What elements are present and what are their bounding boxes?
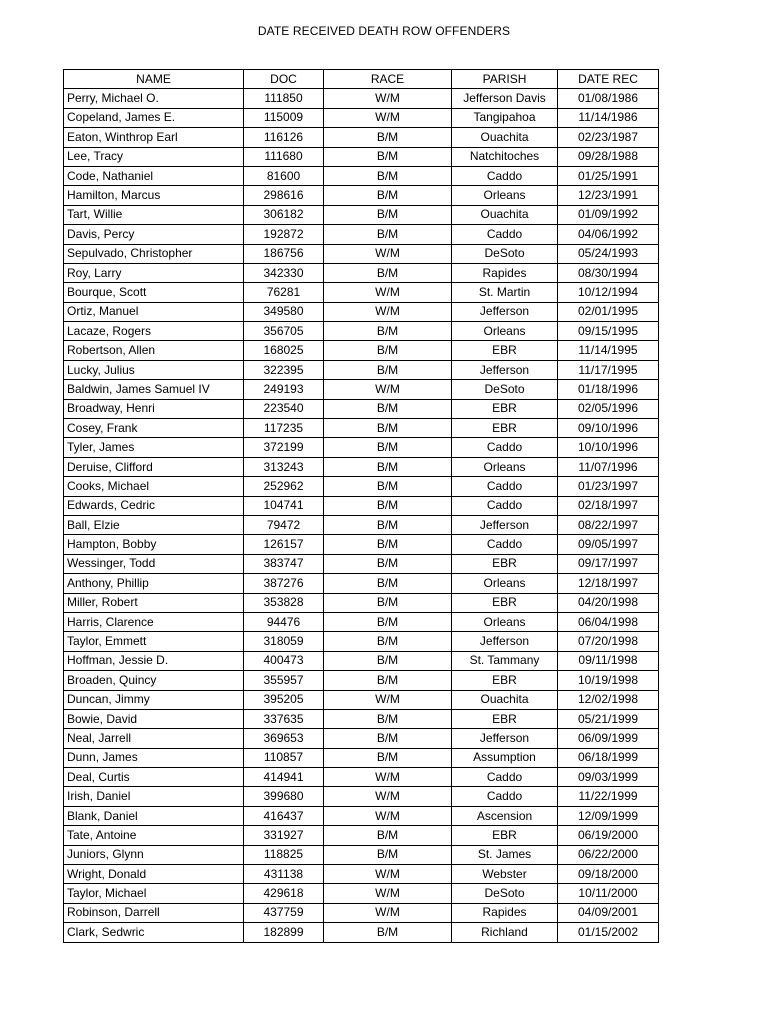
cell-doc: 353828 xyxy=(244,593,324,612)
cell-name: Edwards, Cedric xyxy=(64,496,244,515)
cell-doc: 355957 xyxy=(244,671,324,690)
cell-date-rec: 09/11/1998 xyxy=(558,651,659,670)
cell-doc: 110857 xyxy=(244,748,324,767)
cell-doc: 223540 xyxy=(244,399,324,418)
cell-doc: 76281 xyxy=(244,283,324,302)
cell-date-rec: 06/22/2000 xyxy=(558,845,659,864)
cell-date-rec: 10/19/1998 xyxy=(558,671,659,690)
cell-doc: 249193 xyxy=(244,380,324,399)
cell-doc: 387276 xyxy=(244,574,324,593)
cell-name: Cosey, Frank xyxy=(64,419,244,438)
cell-date-rec: 09/28/1988 xyxy=(558,147,659,166)
cell-race: B/M xyxy=(324,923,452,942)
cell-date-rec: 10/11/2000 xyxy=(558,884,659,903)
cell-date-rec: 12/09/1999 xyxy=(558,806,659,825)
cell-doc: 342330 xyxy=(244,263,324,282)
cell-doc: 186756 xyxy=(244,244,324,263)
cell-name: Neal, Jarrell xyxy=(64,729,244,748)
cell-name: Davis, Percy xyxy=(64,225,244,244)
cell-date-rec: 12/18/1997 xyxy=(558,574,659,593)
cell-parish: Caddo xyxy=(452,768,558,787)
cell-race: B/M xyxy=(324,457,452,476)
cell-doc: 331927 xyxy=(244,826,324,845)
cell-name: Robertson, Allen xyxy=(64,341,244,360)
cell-race: B/M xyxy=(324,496,452,515)
table-row xyxy=(64,845,659,864)
cell-date-rec: 04/06/1992 xyxy=(558,225,659,244)
cell-date-rec: 12/23/1991 xyxy=(558,186,659,205)
table-row xyxy=(64,457,659,476)
cell-date-rec: 08/30/1994 xyxy=(558,263,659,282)
cell-doc: 399680 xyxy=(244,787,324,806)
cell-parish: EBR xyxy=(452,554,558,573)
cell-parish: EBR xyxy=(452,826,558,845)
cell-name: Hampton, Bobby xyxy=(64,535,244,554)
cell-date-rec: 01/09/1992 xyxy=(558,205,659,224)
cell-name: Hamilton, Marcus xyxy=(64,186,244,205)
cell-name: Deruise, Clifford xyxy=(64,457,244,476)
cell-date-rec: 11/17/1995 xyxy=(558,360,659,379)
cell-name: Juniors, Glynn xyxy=(64,845,244,864)
cell-doc: 400473 xyxy=(244,651,324,670)
table-row xyxy=(64,690,659,709)
table-row xyxy=(64,593,659,612)
cell-race: B/M xyxy=(324,826,452,845)
table-row xyxy=(64,787,659,806)
table-body xyxy=(64,89,659,942)
table-row xyxy=(64,826,659,845)
cell-name: Ball, Elzie xyxy=(64,515,244,534)
cell-date-rec: 09/17/1997 xyxy=(558,554,659,573)
cell-doc: 395205 xyxy=(244,690,324,709)
cell-doc: 79472 xyxy=(244,515,324,534)
table-row xyxy=(64,477,659,496)
cell-name: Tyler, James xyxy=(64,438,244,457)
cell-race: B/M xyxy=(324,651,452,670)
cell-name: Ortiz, Manuel xyxy=(64,302,244,321)
cell-doc: 104741 xyxy=(244,496,324,515)
cell-name: Tate, Antoine xyxy=(64,826,244,845)
cell-race: B/M xyxy=(324,612,452,631)
table-row xyxy=(64,438,659,457)
cell-parish: St. James xyxy=(452,845,558,864)
table-row xyxy=(64,399,659,418)
cell-parish: DeSoto xyxy=(452,244,558,263)
cell-race: B/M xyxy=(324,419,452,438)
cell-name: Robinson, Darrell xyxy=(64,903,244,922)
table-row xyxy=(64,865,659,884)
cell-race: W/M xyxy=(324,787,452,806)
table-row xyxy=(64,360,659,379)
column-header-parish: PARISH xyxy=(452,70,558,89)
cell-parish: Orleans xyxy=(452,322,558,341)
cell-doc: 81600 xyxy=(244,166,324,185)
cell-name: Harris, Clarence xyxy=(64,612,244,631)
cell-parish: Tangipahoa xyxy=(452,108,558,127)
cell-race: B/M xyxy=(324,574,452,593)
cell-race: B/M xyxy=(324,535,452,554)
cell-parish: Ouachita xyxy=(452,205,558,224)
cell-parish: EBR xyxy=(452,419,558,438)
cell-race: B/M xyxy=(324,729,452,748)
cell-parish: Caddo xyxy=(452,787,558,806)
cell-parish: Jefferson Davis xyxy=(452,89,558,108)
cell-name: Dunn, James xyxy=(64,748,244,767)
table-row xyxy=(64,632,659,651)
cell-doc: 356705 xyxy=(244,322,324,341)
cell-date-rec: 07/20/1998 xyxy=(558,632,659,651)
cell-name: Wright, Donald xyxy=(64,865,244,884)
cell-race: W/M xyxy=(324,884,452,903)
cell-parish: Rapides xyxy=(452,263,558,282)
cell-date-rec: 01/25/1991 xyxy=(558,166,659,185)
cell-date-rec: 01/18/1996 xyxy=(558,380,659,399)
cell-doc: 111850 xyxy=(244,89,324,108)
cell-race: W/M xyxy=(324,903,452,922)
cell-race: B/M xyxy=(324,128,452,147)
cell-date-rec: 12/02/1998 xyxy=(558,690,659,709)
cell-parish: Caddo xyxy=(452,438,558,457)
cell-date-rec: 01/08/1986 xyxy=(558,89,659,108)
cell-doc: 414941 xyxy=(244,768,324,787)
cell-race: B/M xyxy=(324,554,452,573)
table-row xyxy=(64,341,659,360)
column-header-date-rec: DATE REC xyxy=(558,70,659,89)
cell-race: W/M xyxy=(324,302,452,321)
table-row xyxy=(64,244,659,263)
cell-doc: 383747 xyxy=(244,554,324,573)
cell-name: Taylor, Emmett xyxy=(64,632,244,651)
cell-race: B/M xyxy=(324,748,452,767)
cell-doc: 126157 xyxy=(244,535,324,554)
cell-race: B/M xyxy=(324,147,452,166)
cell-parish: Jefferson xyxy=(452,515,558,534)
table-row xyxy=(64,651,659,670)
cell-name: Lacaze, Rogers xyxy=(64,322,244,341)
table-row xyxy=(64,108,659,127)
cell-parish: Jefferson xyxy=(452,729,558,748)
cell-parish: Jefferson xyxy=(452,302,558,321)
cell-doc: 313243 xyxy=(244,457,324,476)
cell-parish: EBR xyxy=(452,593,558,612)
cell-date-rec: 04/20/1998 xyxy=(558,593,659,612)
cell-race: B/M xyxy=(324,593,452,612)
table-row xyxy=(64,671,659,690)
cell-race: W/M xyxy=(324,108,452,127)
cell-doc: 306182 xyxy=(244,205,324,224)
cell-doc: 168025 xyxy=(244,341,324,360)
cell-race: W/M xyxy=(324,89,452,108)
cell-name: Hoffman, Jessie D. xyxy=(64,651,244,670)
cell-date-rec: 09/10/1996 xyxy=(558,419,659,438)
table-row xyxy=(64,419,659,438)
cell-date-rec: 02/01/1995 xyxy=(558,302,659,321)
cell-race: B/M xyxy=(324,205,452,224)
cell-race: B/M xyxy=(324,477,452,496)
cell-parish: Rapides xyxy=(452,903,558,922)
column-header-doc: DOC xyxy=(244,70,324,89)
cell-doc: 337635 xyxy=(244,709,324,728)
cell-date-rec: 10/10/1996 xyxy=(558,438,659,457)
cell-race: W/M xyxy=(324,865,452,884)
cell-date-rec: 06/19/2000 xyxy=(558,826,659,845)
cell-name: Eaton, Winthrop Earl xyxy=(64,128,244,147)
cell-date-rec: 09/05/1997 xyxy=(558,535,659,554)
cell-race: B/M xyxy=(324,225,452,244)
cell-date-rec: 10/12/1994 xyxy=(558,283,659,302)
cell-parish: Ouachita xyxy=(452,128,558,147)
table-row xyxy=(64,748,659,767)
cell-parish: Caddo xyxy=(452,496,558,515)
cell-date-rec: 09/18/2000 xyxy=(558,865,659,884)
cell-name: Broadway, Henri xyxy=(64,399,244,418)
cell-date-rec: 02/23/1987 xyxy=(558,128,659,147)
cell-parish: Orleans xyxy=(452,186,558,205)
cell-name: Code, Nathaniel xyxy=(64,166,244,185)
cell-race: B/M xyxy=(324,341,452,360)
cell-race: W/M xyxy=(324,806,452,825)
cell-parish: St. Martin xyxy=(452,283,558,302)
cell-race: B/M xyxy=(324,399,452,418)
cell-doc: 318059 xyxy=(244,632,324,651)
table-row xyxy=(64,186,659,205)
cell-race: B/M xyxy=(324,632,452,651)
cell-parish: Jefferson xyxy=(452,632,558,651)
cell-name: Taylor, Michael xyxy=(64,884,244,903)
table-row xyxy=(64,729,659,748)
cell-parish: Orleans xyxy=(452,612,558,631)
cell-date-rec: 01/23/1997 xyxy=(558,477,659,496)
table-row xyxy=(64,535,659,554)
cell-name: Deal, Curtis xyxy=(64,768,244,787)
cell-parish: EBR xyxy=(452,709,558,728)
cell-doc: 252962 xyxy=(244,477,324,496)
cell-date-rec: 04/09/2001 xyxy=(558,903,659,922)
cell-parish: Caddo xyxy=(452,477,558,496)
table-row xyxy=(64,768,659,787)
cell-doc: 369653 xyxy=(244,729,324,748)
cell-parish: Caddo xyxy=(452,166,558,185)
cell-race: W/M xyxy=(324,768,452,787)
cell-date-rec: 09/03/1999 xyxy=(558,768,659,787)
cell-date-rec: 05/24/1993 xyxy=(558,244,659,263)
cell-name: Anthony, Phillip xyxy=(64,574,244,593)
cell-date-rec: 06/09/1999 xyxy=(558,729,659,748)
cell-doc: 322395 xyxy=(244,360,324,379)
cell-parish: St. Tammany xyxy=(452,651,558,670)
table-row xyxy=(64,380,659,399)
cell-date-rec: 01/15/2002 xyxy=(558,923,659,942)
cell-date-rec: 11/14/1995 xyxy=(558,341,659,360)
cell-name: Miller, Robert xyxy=(64,593,244,612)
table-row xyxy=(64,612,659,631)
cell-name: Roy, Larry xyxy=(64,263,244,282)
cell-race: B/M xyxy=(324,263,452,282)
cell-doc: 437759 xyxy=(244,903,324,922)
cell-doc: 111680 xyxy=(244,147,324,166)
cell-race: B/M xyxy=(324,671,452,690)
cell-name: Bourque, Scott xyxy=(64,283,244,302)
cell-doc: 117235 xyxy=(244,419,324,438)
cell-date-rec: 08/22/1997 xyxy=(558,515,659,534)
table-row xyxy=(64,496,659,515)
cell-parish: Ascension xyxy=(452,806,558,825)
cell-name: Baldwin, James Samuel IV xyxy=(64,380,244,399)
cell-doc: 116126 xyxy=(244,128,324,147)
cell-doc: 298616 xyxy=(244,186,324,205)
cell-doc: 94476 xyxy=(244,612,324,631)
page-title: DATE RECEIVED DEATH ROW OFFENDERS xyxy=(257,24,511,38)
cell-doc: 372199 xyxy=(244,438,324,457)
cell-parish: Orleans xyxy=(452,457,558,476)
table-row xyxy=(64,709,659,728)
cell-name: Wessinger, Todd xyxy=(64,554,244,573)
cell-doc: 416437 xyxy=(244,806,324,825)
cell-name: Lee, Tracy xyxy=(64,147,244,166)
cell-name: Perry, Michael O. xyxy=(64,89,244,108)
table-row xyxy=(64,205,659,224)
cell-doc: 429618 xyxy=(244,884,324,903)
offenders-table xyxy=(63,69,659,943)
cell-race: B/M xyxy=(324,360,452,379)
cell-name: Tart, Willie xyxy=(64,205,244,224)
cell-name: Irish, Daniel xyxy=(64,787,244,806)
cell-race: B/M xyxy=(324,438,452,457)
cell-parish: DeSoto xyxy=(452,884,558,903)
cell-date-rec: 05/21/1999 xyxy=(558,709,659,728)
cell-date-rec: 11/22/1999 xyxy=(558,787,659,806)
cell-date-rec: 02/05/1996 xyxy=(558,399,659,418)
table-row xyxy=(64,166,659,185)
header-row xyxy=(64,70,659,89)
cell-name: Cooks, Michael xyxy=(64,477,244,496)
cell-parish: Richland xyxy=(452,923,558,942)
cell-parish: Assumption xyxy=(452,748,558,767)
table-row xyxy=(64,903,659,922)
cell-doc: 118825 xyxy=(244,845,324,864)
table-row xyxy=(64,147,659,166)
table-row xyxy=(64,302,659,321)
cell-race: B/M xyxy=(324,709,452,728)
cell-race: W/M xyxy=(324,283,452,302)
cell-race: B/M xyxy=(324,845,452,864)
cell-parish: EBR xyxy=(452,341,558,360)
cell-race: B/M xyxy=(324,186,452,205)
cell-date-rec: 11/14/1986 xyxy=(558,108,659,127)
table-row xyxy=(64,574,659,593)
cell-parish: Webster xyxy=(452,865,558,884)
cell-race: B/M xyxy=(324,515,452,534)
table-row xyxy=(64,89,659,108)
cell-date-rec: 06/04/1998 xyxy=(558,612,659,631)
cell-doc: 349580 xyxy=(244,302,324,321)
cell-name: Lucky, Julius xyxy=(64,360,244,379)
cell-date-rec: 11/07/1996 xyxy=(558,457,659,476)
cell-parish: Caddo xyxy=(452,535,558,554)
column-header-race: RACE xyxy=(324,70,452,89)
cell-name: Copeland, James E. xyxy=(64,108,244,127)
cell-date-rec: 02/18/1997 xyxy=(558,496,659,515)
table-row xyxy=(64,554,659,573)
cell-date-rec: 09/15/1995 xyxy=(558,322,659,341)
cell-doc: 431138 xyxy=(244,865,324,884)
table-row xyxy=(64,283,659,302)
cell-date-rec: 06/18/1999 xyxy=(558,748,659,767)
cell-name: Duncan, Jimmy xyxy=(64,690,244,709)
cell-parish: Caddo xyxy=(452,225,558,244)
cell-name: Broaden, Quincy xyxy=(64,671,244,690)
cell-parish: EBR xyxy=(452,399,558,418)
cell-name: Bowie, David xyxy=(64,709,244,728)
cell-race: W/M xyxy=(324,690,452,709)
cell-race: W/M xyxy=(324,244,452,263)
cell-doc: 115009 xyxy=(244,108,324,127)
table-row xyxy=(64,263,659,282)
cell-doc: 192872 xyxy=(244,225,324,244)
cell-name: Blank, Daniel xyxy=(64,806,244,825)
cell-race: B/M xyxy=(324,322,452,341)
cell-parish: Natchitoches xyxy=(452,147,558,166)
cell-parish: Ouachita xyxy=(452,690,558,709)
table-row xyxy=(64,515,659,534)
table-row xyxy=(64,322,659,341)
cell-name: Clark, Sedwric xyxy=(64,923,244,942)
cell-parish: Jefferson xyxy=(452,360,558,379)
table-row xyxy=(64,884,659,903)
cell-name: Sepulvado, Christopher xyxy=(64,244,244,263)
table-row xyxy=(64,923,659,942)
cell-race: W/M xyxy=(324,380,452,399)
cell-doc: 182899 xyxy=(244,923,324,942)
table-row xyxy=(64,225,659,244)
column-header-name: NAME xyxy=(64,70,244,89)
cell-race: B/M xyxy=(324,166,452,185)
cell-parish: DeSoto xyxy=(452,380,558,399)
table-row xyxy=(64,128,659,147)
cell-parish: EBR xyxy=(452,671,558,690)
table-row xyxy=(64,806,659,825)
cell-parish: Orleans xyxy=(452,574,558,593)
